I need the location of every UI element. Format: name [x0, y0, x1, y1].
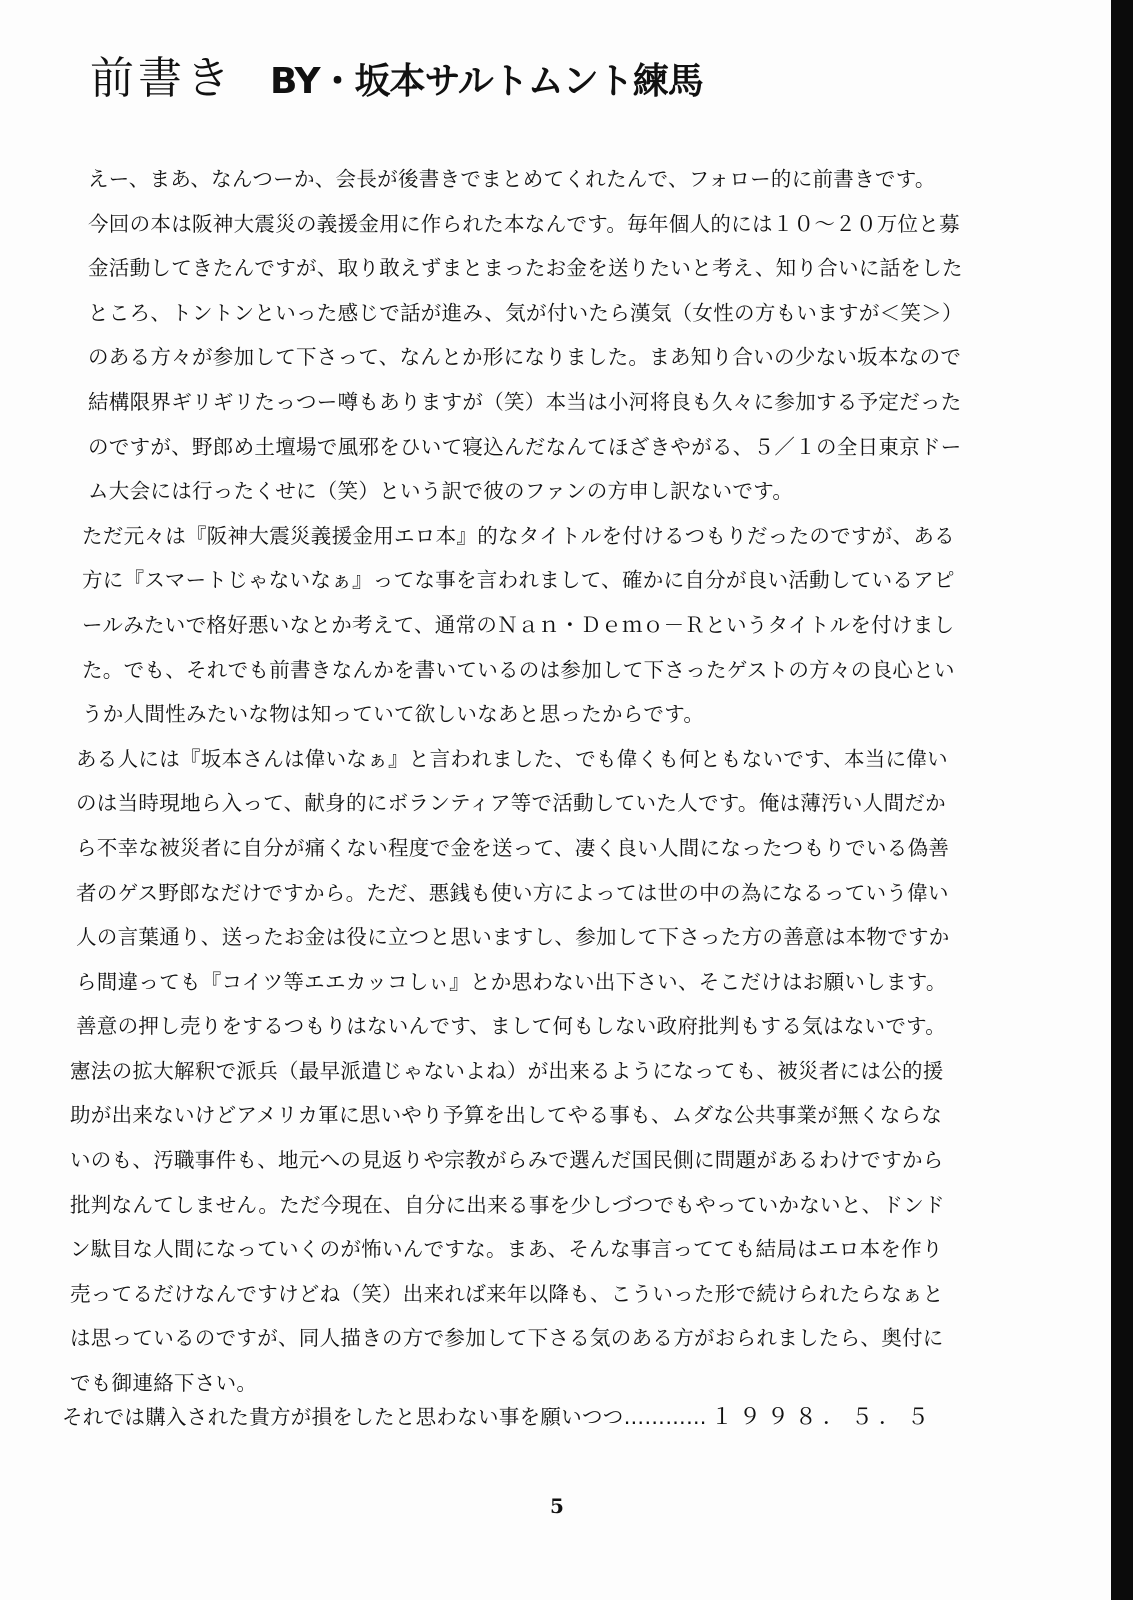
page-title: 前書き — [90, 53, 234, 104]
text-line: ただ元々は『阪神大震災義援金用エロ本』的なタイトルを付けるつもりだったのですが、ある — [82, 523, 955, 548]
author-byline: BY・坂本サルトムント練馬 — [270, 61, 703, 102]
text-line: ールみたいで格好悪いなとか考えて、通常のＮａｎ・Ｄｅｍｏ－Ｒというタイトルを付けまし — [82, 612, 955, 637]
text-line: のある方々が参加して下さって、なんとか形になりました。まあ知り合いの少ない坂本なので — [88, 345, 962, 370]
page-edge-shadow — [1111, 0, 1133, 1600]
signoff-date: １９９８．５．５ — [710, 1405, 935, 1430]
page-number: 5 — [550, 1494, 564, 1518]
text-line: ら間違っても『コイツ等エエカッコしぃ』とか思わない出下さい、そこだけはお願いします。 — [76, 969, 947, 994]
text-line: ム大会には行ったくせに（笑）という訳で彼のファンの方申し訳ないです。 — [88, 479, 794, 504]
preface-body — [68, 157, 1113, 1406]
text-line: 批判なんてしません。ただ今現在、自分に出来る事を少しづつでもやっていかないと、ドンド — [70, 1192, 945, 1217]
text-line: 金活動してきたんですが、取り敢えずまとまったお金を送りたいと考え、知り合いに話をした — [88, 256, 963, 281]
signoff-text: それでは購入された貴方が損をしたと思わない事を願いつつ………… — [62, 1405, 707, 1429]
text-line: は思っているのですが、同人描きの方で参加して下さる気のある方がおられましたら、奥付に — [70, 1326, 944, 1351]
text-line: 人の言葉通り、送ったお金は役に立つと思いますし、参加して下さった方の善意は本物ですか — [76, 925, 950, 950]
text-line: 者のゲス野郎なだけですから。ただ、悪銭も使い方によっては世の中の為になるっていう偉い — [76, 880, 949, 905]
text-line: 今回の本は阪神大震災の義援金用に作られた本なんです。毎年個人的には１０～２０万位と募 — [88, 211, 960, 236]
text-line: 助が出来ないけどアメリカ軍に思いやり予算を出してやる事も、ムダな公共事業が無くならな — [70, 1103, 943, 1128]
text-line: た。でも、それでも前書きなんかを書いているのは参加して下さったゲストの方々の良心とい — [82, 657, 955, 682]
text-line: えー、まあ、なんつーか、会長が後書きでまとめてくれたんで、フォロー的に前書きです。 — [88, 167, 936, 191]
signoff-line — [62, 1400, 935, 1431]
text-line: のですが、野郎め土壇場で風邪をひいて寝込んだなんてほざきやがる、５／１の全日東京ドー — [88, 434, 962, 459]
text-line: 売ってるだけなんですけどね（笑）出来れば来年以降も、こういった形で続けられたらなぁと — [70, 1281, 944, 1306]
header — [90, 42, 703, 112]
text-line: でも御連絡下さい。 — [70, 1371, 258, 1396]
text-line: 憲法の拡大解釈で派兵（最早派遣じゃないよね）が出来るようになっても、被災者には公的援 — [70, 1058, 944, 1083]
text-line: ン駄目な人間になっていくのが怖いんですな。まあ、そんな事言ってても結局はエロ本を作り — [70, 1237, 943, 1262]
text-line: 善意の押し売りをするつもりはないんです、まして何もしない政府批判もする気はないです。 — [76, 1014, 947, 1039]
text-line: ある人には『坂本さんは偉いなぁ』と言われました、でも偉くも何ともないです、本当に偉い — [76, 746, 948, 771]
text-line: 方に『スマートじゃないなぁ』ってな事を言われまして、確かに自分が良い活動しているアピ — [82, 568, 955, 593]
text-line: うか人間性みたいな物は知っていて欲しいなあと思ったからです。 — [82, 702, 705, 727]
text-line: 結構限界ギリギリたっつー噂もありますが（笑）本当は小河将良も久々に参加する予定だった — [88, 389, 962, 414]
text-line: ら不幸な被災者に自分が痛くない程度で金を送って、凄く良い人間になったつもりでいる偽善 — [76, 835, 950, 860]
text-line: ところ、トントンといった感じで話が進み、気が付いたら漢気（女性の方もいますが＜笑＞） — [88, 300, 963, 325]
text-line: のは当時現地ら入って、献身的にボランティア等で活動していた人です。俺は薄汚い人間だか — [76, 791, 946, 816]
text-line: いのも、汚職事件も、地元への見返りや宗教がらみで選んだ国民側に問題があるわけですから — [70, 1148, 944, 1173]
